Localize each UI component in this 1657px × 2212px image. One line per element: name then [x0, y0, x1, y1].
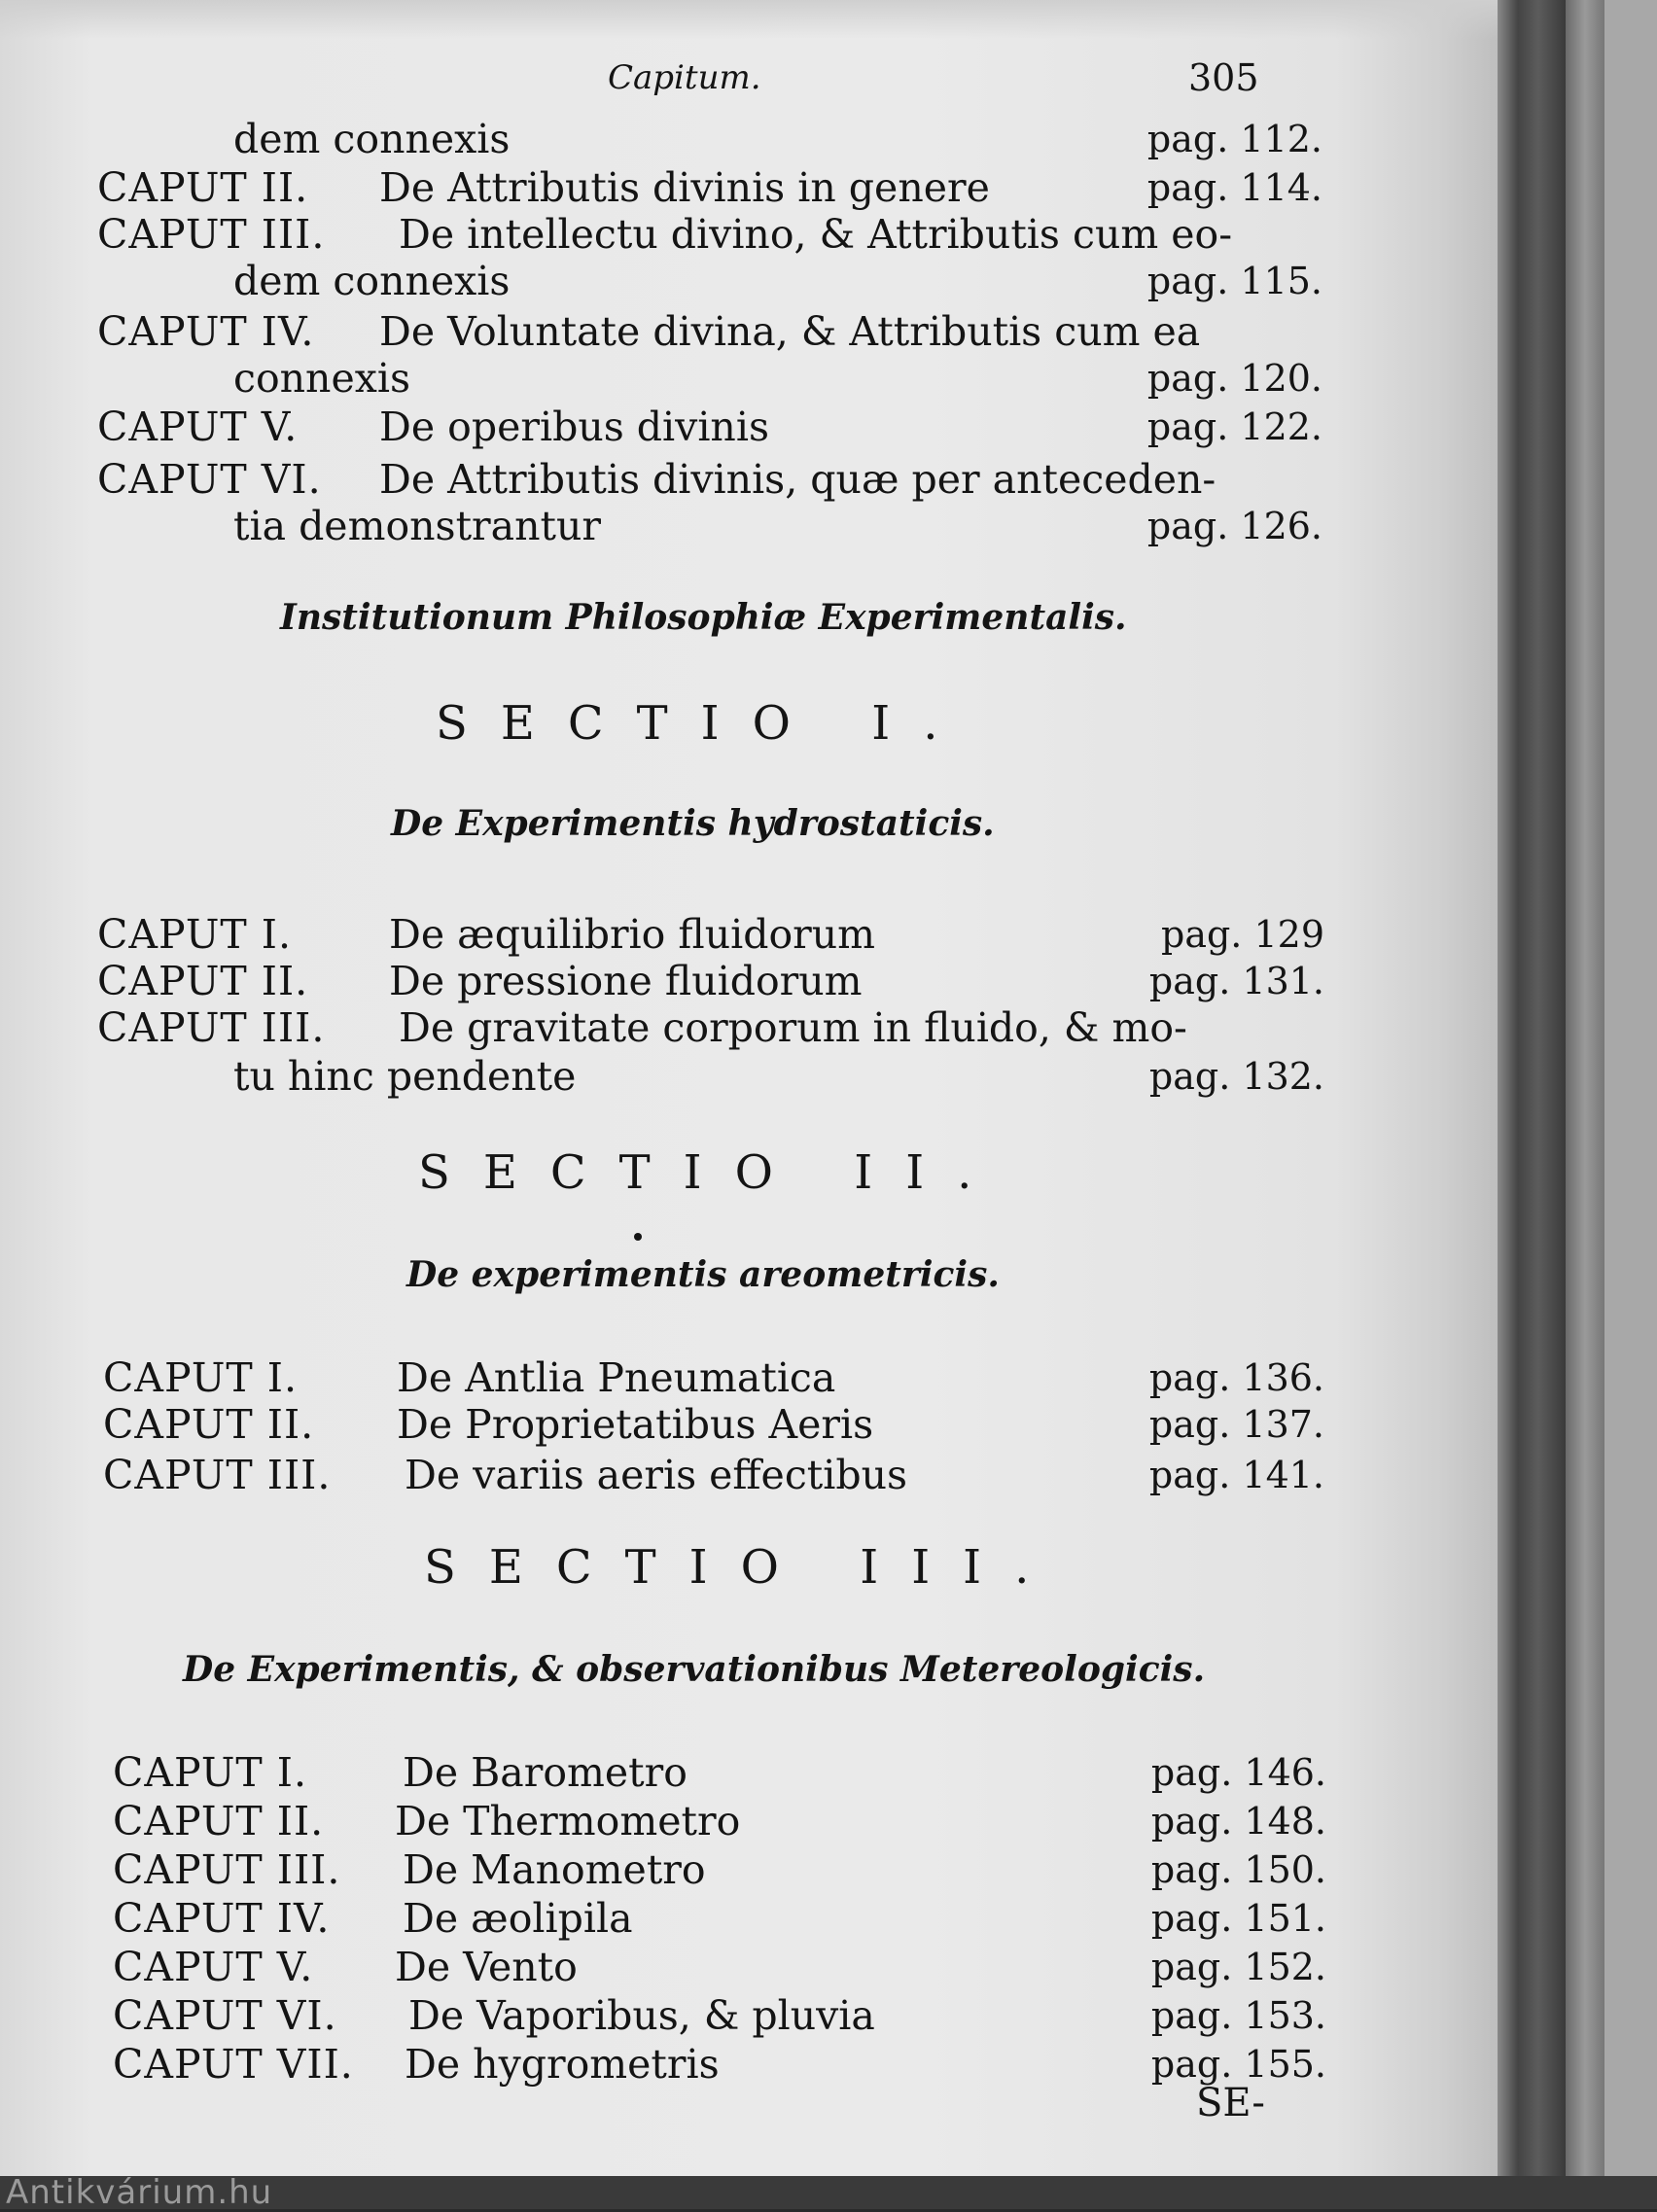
- toc-text: De Thermometro: [395, 1798, 741, 1844]
- toc-row: [113, 1748, 1326, 1797]
- toc-page: pag. 146.: [1150, 1751, 1326, 1794]
- toc-row: [103, 1451, 1324, 1499]
- toc-page: pag. 137.: [1148, 1403, 1324, 1446]
- toc-page: pag. 120.: [1146, 357, 1322, 400]
- toc-row: [97, 115, 1322, 163]
- toc-row: [97, 307, 1322, 356]
- toc-chapter: CAPUT III.: [97, 211, 326, 258]
- book-cover-board: [1604, 0, 1657, 2209]
- toc-text: De æquilibrio fluidorum: [389, 911, 876, 958]
- toc-chapter: CAPUT III.: [97, 1004, 326, 1051]
- toc-page: pag. 152.: [1150, 1946, 1326, 1988]
- toc-row: [97, 210, 1322, 259]
- toc-chapter: CAPUT III.: [103, 1452, 332, 1498]
- toc-text: De pressione fluidorum: [389, 958, 863, 1004]
- toc-row: [103, 1353, 1324, 1402]
- toc-text: De Barometro: [403, 1749, 687, 1796]
- toc-chapter: CAPUT II.: [97, 164, 309, 211]
- toc-page: pag. 136.: [1148, 1356, 1324, 1399]
- section-subtitle: De Experimentis hydrostaticis.: [391, 803, 995, 844]
- toc-page: pag. 155.: [1150, 2043, 1326, 2086]
- toc-chapter: CAPUT IV.: [97, 308, 315, 355]
- toc-page: pag. 132.: [1148, 1055, 1324, 1098]
- toc-row: [97, 1052, 1324, 1101]
- toc-text: De hygrometris: [405, 2041, 720, 2088]
- toc-page: pag. 150.: [1150, 1848, 1326, 1891]
- running-header-title: Capitum.: [608, 58, 761, 97]
- toc-page: pag. 112.: [1146, 118, 1322, 160]
- toc-text: De Antlia Pneumatica: [397, 1354, 836, 1401]
- toc-text: De æolipila: [403, 1895, 633, 1942]
- toc-chapter: CAPUT IV.: [113, 1895, 331, 1942]
- toc-page: pag. 129: [1161, 913, 1324, 956]
- toc-chapter: CAPUT II.: [103, 1401, 315, 1448]
- toc-chapter: CAPUT I.: [113, 1749, 308, 1796]
- toc-text: De Voluntate divina, & Attributis cum ea: [379, 308, 1201, 355]
- toc-row: [113, 1845, 1326, 1894]
- book-spine-edge: [1566, 0, 1604, 2209]
- toc-continuation: dem connexis: [233, 258, 511, 304]
- toc-row: [97, 502, 1322, 550]
- toc-continuation: tia demonstrantur: [233, 503, 601, 549]
- toc-row: [97, 957, 1324, 1005]
- toc-chapter: CAPUT V.: [113, 1944, 314, 1990]
- toc-text: De Proprietatibus Aeris: [397, 1401, 874, 1448]
- toc-chapter: CAPUT I.: [103, 1354, 299, 1401]
- toc-row: [113, 1894, 1326, 1943]
- toc-continuation: connexis: [233, 355, 410, 402]
- page-top-shadow: [0, 0, 1517, 39]
- toc-text: De variis aeris effectibus: [405, 1452, 908, 1498]
- toc-row: [97, 257, 1322, 305]
- toc-continuation: tu hinc pendente: [233, 1053, 577, 1100]
- toc-text: De gravitate corporum in fluido, & mo-: [399, 1004, 1187, 1051]
- toc-page: pag. 115.: [1146, 260, 1322, 302]
- toc-row: [97, 1003, 1324, 1052]
- page-number: 305: [1188, 56, 1259, 99]
- toc-text: De Attributis divinis in genere: [379, 164, 990, 211]
- toc-row: [113, 1991, 1326, 2040]
- toc-page: pag. 148.: [1150, 1800, 1326, 1843]
- toc-chapter: CAPUT V.: [97, 404, 299, 450]
- toc-chapter: CAPUT II.: [113, 1798, 325, 1844]
- section-subtitle: De Experimentis, & observationibus Metereologicis.: [183, 1649, 1206, 1690]
- toc-page: pag. 153.: [1150, 1994, 1326, 2037]
- toc-page: pag. 131.: [1148, 960, 1324, 1002]
- section-title: SECTIO I.: [436, 696, 971, 751]
- toc-chapter: CAPUT VI.: [97, 456, 322, 503]
- book-spine: [1498, 0, 1566, 2209]
- toc-chapter: CAPUT II.: [97, 958, 309, 1004]
- section-title: SECTIO III.: [424, 1540, 1063, 1595]
- catchword: SE-: [1196, 2081, 1265, 2125]
- toc-chapter: CAPUT VI.: [113, 1992, 337, 2039]
- toc-row: [97, 403, 1322, 451]
- toc-chapter: CAPUT III.: [113, 1846, 341, 1893]
- toc-page: pag. 122.: [1146, 405, 1322, 448]
- toc-text: De Attributis divinis, quæ per anteceden-: [379, 456, 1216, 503]
- toc-text: De operibus divinis: [379, 404, 769, 450]
- toc-text: De Manometro: [403, 1846, 706, 1893]
- section-title: SECTIO II.: [418, 1145, 1005, 1200]
- toc-page: pag. 151.: [1150, 1897, 1326, 1940]
- toc-page: pag. 126.: [1146, 505, 1322, 547]
- toc-text: De Vento: [395, 1944, 578, 1990]
- toc-row: [97, 163, 1322, 212]
- toc-row: [97, 455, 1322, 504]
- toc-text: De intellectu divino, & Attributis cum eo-: [399, 211, 1233, 258]
- section-subtitle: De experimentis areometricis.: [406, 1254, 1000, 1295]
- toc-continuation: dem connexis: [233, 116, 511, 162]
- watermark-text: Antikvárium.hu: [6, 2173, 273, 2212]
- toc-row: [103, 1400, 1324, 1449]
- toc-row: [97, 910, 1324, 959]
- toc-text: De Vaporibus, & pluvia: [408, 1992, 875, 2039]
- toc-row: [113, 1943, 1326, 1991]
- toc-page: pag. 141.: [1148, 1454, 1324, 1496]
- toc-page: pag. 114.: [1146, 166, 1322, 209]
- toc-chapter: CAPUT I.: [97, 911, 293, 958]
- toc-row: [97, 354, 1322, 403]
- toc-row: [113, 2040, 1326, 2089]
- institutiones-heading: Institutionum Philosophiæ Experimentalis.: [280, 597, 1127, 638]
- toc-chapter: CAPUT VII.: [113, 2041, 354, 2088]
- stray-ink-dot: [634, 1233, 642, 1241]
- toc-row: [113, 1797, 1326, 1845]
